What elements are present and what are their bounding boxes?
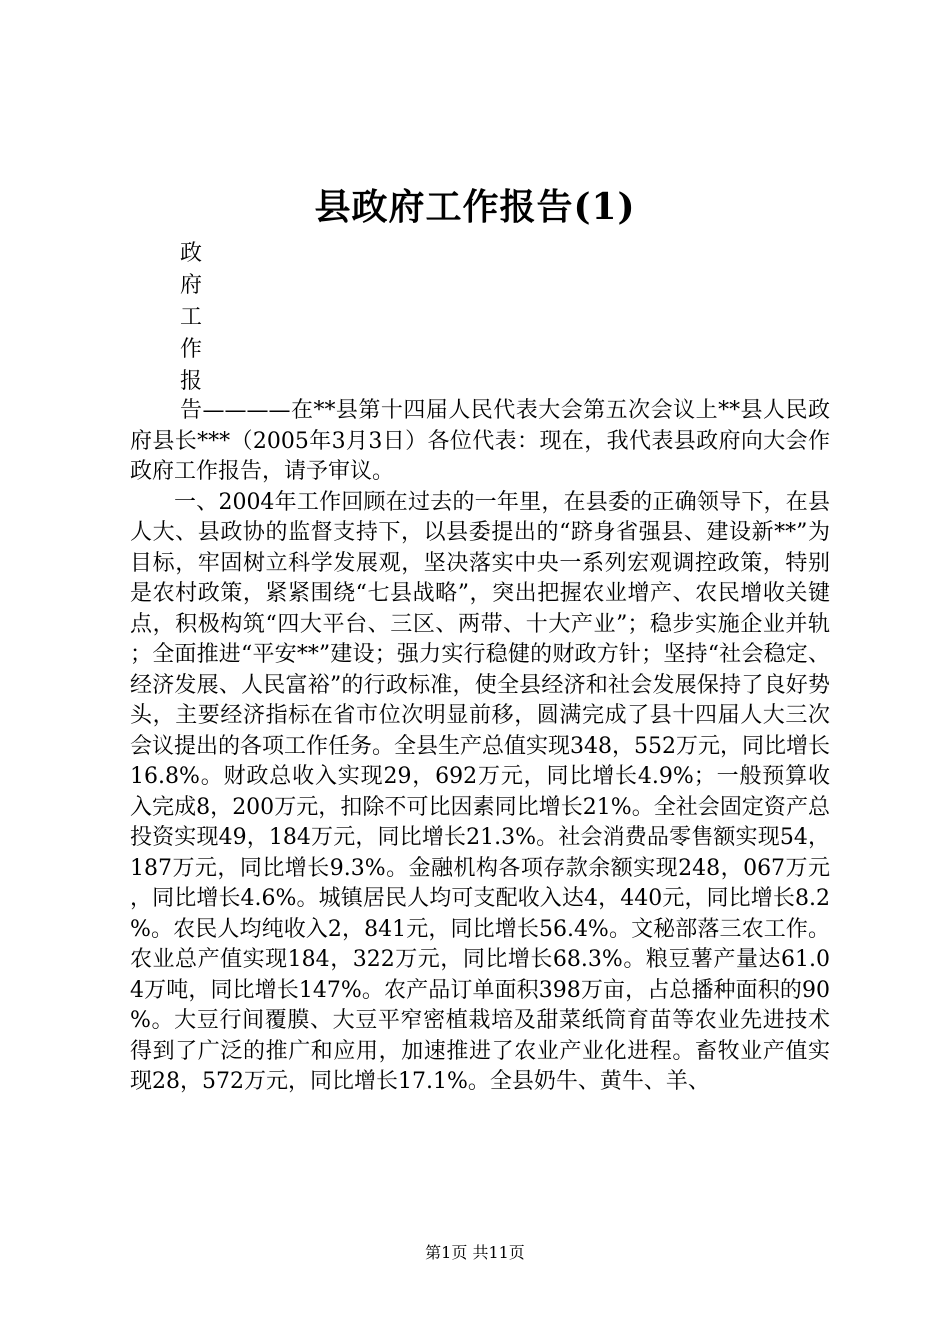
vertical-heading-chars (180, 238, 210, 398)
paragraph-intro: 告————在**县第十四届人民代表大会第五次会议上**县人民政府县长***（2005年3月3日）各位代表：现在，我代表县政府向大会作政府工作报告，请予审议。 (130, 398, 831, 484)
document-body (130, 396, 830, 1098)
vertical-char: 政 (180, 241, 203, 266)
document-title: 县政府工作报告(1) (314, 186, 636, 228)
page-number-footer: 第1页 共11页 (425, 1243, 525, 1262)
vertical-char: 工 (180, 305, 203, 330)
paragraph-review: 一、2004年工作回顾在过去的一年里，在县委的正确领导下，在县人大、县政协的监督支持下，以县委提出的“跻身省强县、建设新**”为目标，牢固树立科学发展观，坚决落实中央一系列宏观调控政策，特别是农村政策，紧紧围绕“七县战略”，突出把握农业增产、农民增收关键点，积极构筑“四大平台、三区、两带、十大产业”；稳步实施企业并轨；全面推进“平安**”建设；强力实行稳健的财政方针；坚持“社会稳定、经济发展、人民富裕”的行政标准，使全县经济和社会发展保持了良好势头，主要经济指标在省市位次明显前移，圆满完成了县十四届人大三次会议提出的各项工作任务。全县生产总值实现348，552万元，同比增长16.8%。财政总收入实现29，692万元，同比增长4.9%；一般预算收入完成8，200万元，扣除不可比因素同比增长21%。全社会固定资产总投资实现49，184万元，同比增长21.3%。社会消费品零售额实现54，187万元，同比增长9.3%。金融机构各项存款余额实现248，067万元，同比增长4.6%。城镇居民人均可支配收入达4，440元，同比增长8.2%。农民人均纯收入2，841元，同比增长56.4%。文秘部落三农工作。农业总产值实现184，322万元，同比增长68.3%。粮豆薯产量达61.04万吨，同比增长147%。农产品订单面积398万亩，占总播种面积的90%。大豆行间覆膜、大豆平窄密植栽培及甜菜纸筒育苗等农业先进技术得到了广泛的推广和应用，加速推进了农业产业化进程。畜牧业产值实现28，572万元，同比增长17.1%。全县奶牛、黄牛、羊、 (130, 489, 830, 1094)
vertical-char: 作 (180, 337, 203, 362)
vertical-char: 府 (180, 273, 203, 298)
vertical-char: 报 (180, 369, 203, 394)
